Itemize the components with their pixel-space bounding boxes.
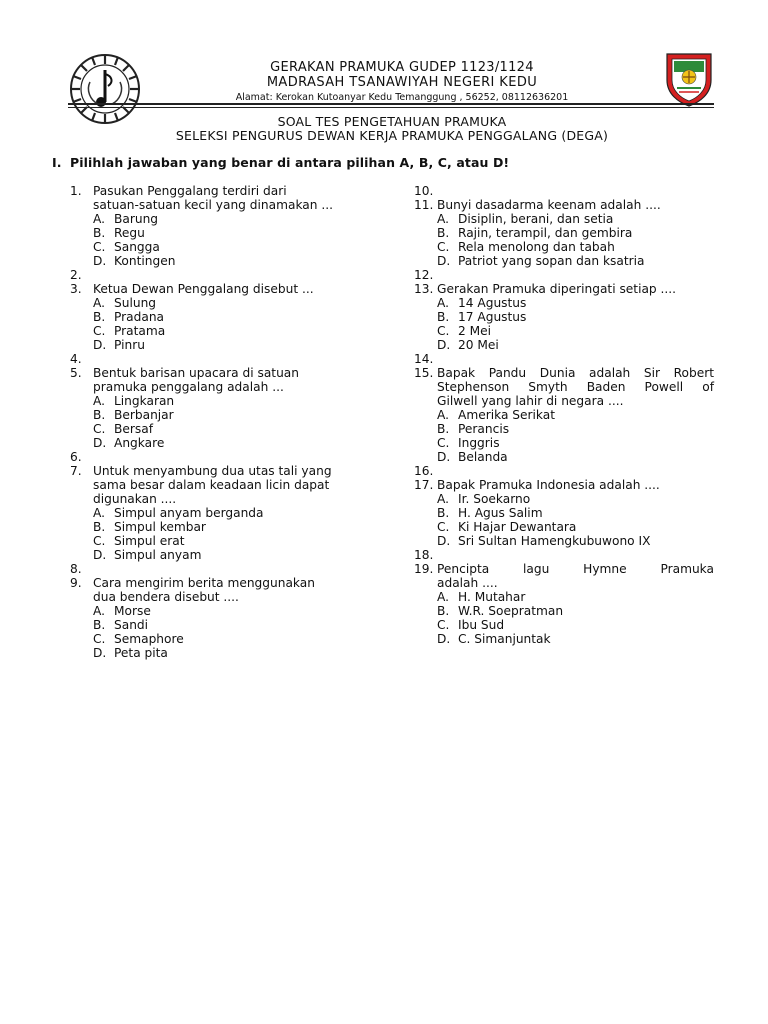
question-number: 17. (414, 478, 434, 492)
question-number: 13. (414, 282, 434, 296)
option-text: Rajin, terampil, dan gembira (458, 226, 633, 240)
question-number: 16. (414, 464, 434, 478)
option-letter: A. (437, 212, 449, 226)
option-letter: B. (437, 604, 450, 618)
answer-option (414, 240, 714, 254)
option-text: 2 Mei (458, 324, 492, 338)
exam-title (60, 115, 724, 143)
option-letter: D. (437, 450, 451, 464)
answer-option (414, 338, 714, 352)
question-item (70, 450, 360, 464)
section-instruction (52, 156, 509, 170)
letterhead (140, 60, 664, 105)
answer-option (70, 254, 360, 268)
question-text-line: dua bendera disebut .... (93, 590, 239, 604)
option-text: Sangga (114, 240, 160, 254)
question-blank (93, 352, 360, 366)
question-number: 1. (70, 184, 82, 198)
question-item (414, 184, 714, 198)
question-blank (93, 268, 360, 282)
answer-option (414, 310, 714, 324)
question-text-line: Untuk menyambung dua utas tali yang (93, 464, 332, 478)
school-name: MADRASAH TSANAWIYAH NEGERI KEDU (266, 75, 538, 90)
option-text: Patriot yang sopan dan ksatria (458, 254, 645, 268)
title-line-2: SELEKSI PENGURUS DEWAN KERJA PRAMUKA PENGGALANG (DEGA) (175, 128, 609, 143)
option-letter: C. (93, 534, 106, 548)
option-text: Semaphore (114, 632, 184, 646)
question-number: 7. (70, 464, 82, 478)
option-letter: B. (93, 520, 106, 534)
letterhead-rule-thin (68, 107, 714, 108)
option-text: Bersaf (114, 422, 153, 436)
instruction-text: Pilihlah jawaban yang benar di antara pilihan A, B, C, atau D! (70, 155, 510, 170)
question-number: 2. (70, 268, 82, 282)
question-text-line: Pencipta lagu Hymne Pramuka (437, 562, 714, 576)
answer-option (414, 422, 714, 436)
option-letter: A. (93, 506, 105, 520)
question-item (414, 464, 714, 478)
option-letter: D. (93, 436, 107, 450)
option-letter: C. (437, 618, 450, 632)
option-letter: B. (93, 226, 106, 240)
answer-option (414, 296, 714, 310)
option-text: Kontingen (114, 254, 176, 268)
question-column-left (70, 184, 360, 660)
option-text: Peta pita (114, 646, 168, 660)
question-blank (437, 184, 714, 198)
option-letter: A. (93, 604, 105, 618)
answer-option (414, 492, 714, 506)
question-number: 10. (414, 184, 434, 198)
option-text: Sandi (114, 618, 149, 632)
question-number: 3. (70, 282, 82, 296)
answer-option (70, 632, 360, 646)
answer-option (70, 646, 360, 660)
option-letter: A. (437, 296, 449, 310)
option-letter: B. (93, 618, 106, 632)
question-number: 11. (414, 198, 434, 212)
answer-option (414, 450, 714, 464)
question-number: 18. (414, 548, 434, 562)
option-letter: A. (93, 212, 105, 226)
question-number: 5. (70, 366, 82, 380)
question-item (414, 562, 714, 590)
option-text: Pratama (114, 324, 166, 338)
question-item (414, 352, 714, 366)
question-item (414, 366, 714, 408)
question-item (70, 576, 360, 604)
option-text: Pradana (114, 310, 165, 324)
question-item (414, 282, 714, 296)
answer-option (70, 310, 360, 324)
option-letter: A. (437, 590, 449, 604)
option-letter: D. (437, 534, 451, 548)
question-text-line: Ketua Dewan Penggalang disebut ... (93, 282, 314, 296)
answer-option (70, 296, 360, 310)
answer-option (70, 394, 360, 408)
answer-option (414, 534, 714, 548)
organization-name: GERAKAN PRAMUKA GUDEP 1123/1124 (270, 60, 534, 75)
option-text: Berbanjar (114, 408, 174, 422)
option-text: Simpul kembar (114, 520, 206, 534)
question-blank (93, 562, 360, 576)
section-number: I. (52, 155, 62, 170)
question-item (70, 184, 360, 212)
question-text-line: Bapak Pramuka Indonesia adalah .... (437, 478, 660, 492)
answer-option (414, 254, 714, 268)
letterhead-rule-thick (68, 103, 714, 105)
question-number: 15. (414, 366, 434, 380)
answer-option (70, 520, 360, 534)
option-text: Sulung (114, 296, 157, 310)
question-text-line: digunakan .... (93, 492, 177, 506)
question-number: 19. (414, 562, 434, 576)
option-letter: D. (437, 632, 451, 646)
option-text: Simpul erat (114, 534, 185, 548)
option-text: H. Agus Salim (458, 506, 543, 520)
answer-option (70, 618, 360, 632)
answer-option (70, 604, 360, 618)
answer-option (70, 436, 360, 450)
question-item (70, 464, 360, 506)
answer-option (414, 618, 714, 632)
option-text: Ir. Soekarno (458, 492, 531, 506)
question-item (414, 478, 714, 492)
option-letter: C. (93, 422, 106, 436)
question-column-right (414, 184, 714, 646)
question-number: 8. (70, 562, 82, 576)
question-text-line: Pasukan Penggalang terdiri dari (93, 184, 287, 198)
question-text-line: adalah .... (437, 576, 498, 590)
option-letter: A. (437, 492, 449, 506)
option-letter: C. (437, 240, 450, 254)
question-number: 14. (414, 352, 434, 366)
question-blank (93, 450, 360, 464)
option-letter: C. (437, 436, 450, 450)
option-text: 17 Agustus (458, 310, 527, 324)
option-text: C. Simanjuntak (458, 632, 551, 646)
answer-option (70, 506, 360, 520)
question-number: 12. (414, 268, 434, 282)
question-blank (437, 268, 714, 282)
option-text: W.R. Soepratman (458, 604, 564, 618)
question-text-line: Bunyi dasadarma keenam adalah .... (437, 198, 661, 212)
question-item (70, 282, 360, 296)
option-letter: A. (437, 408, 449, 422)
question-text-line: Gilwell yang lahir di negara .... (437, 394, 624, 408)
question-text-line: Cara mengirim berita menggunakan (93, 576, 315, 590)
question-text-line: Gerakan Pramuka diperingati setiap .... (437, 282, 677, 296)
option-text: Pinru (114, 338, 145, 352)
question-blank (437, 464, 714, 478)
pramuka-shield-logo (664, 50, 714, 108)
option-letter: D. (93, 338, 107, 352)
question-number: 4. (70, 352, 82, 366)
option-text: Morse (114, 604, 151, 618)
option-text: Perancis (458, 422, 510, 436)
answer-option (414, 604, 714, 618)
option-text: 14 Agustus (458, 296, 527, 310)
answer-option (70, 212, 360, 226)
option-letter: C. (93, 324, 106, 338)
answer-option (70, 548, 360, 562)
option-text: Simpul anyam berganda (114, 506, 264, 520)
question-number: 9. (70, 576, 82, 590)
title-line-1: SOAL TES PENGETAHUAN PRAMUKA (277, 114, 507, 129)
answer-option (414, 436, 714, 450)
option-letter: B. (93, 408, 106, 422)
option-letter: C. (93, 632, 106, 646)
question-text-line: Bapak Pandu Dunia adalah Sir Robert (437, 366, 714, 380)
option-text: Barung (114, 212, 159, 226)
answer-option (414, 632, 714, 646)
option-letter: D. (93, 254, 107, 268)
question-blank (437, 548, 714, 562)
option-text: Sri Sultan Hamengkubuwono IX (458, 534, 651, 548)
question-blank (437, 352, 714, 366)
answer-option (70, 324, 360, 338)
option-text: Disiplin, berani, dan setia (458, 212, 614, 226)
option-letter: D. (93, 548, 107, 562)
option-letter: B. (437, 422, 450, 436)
option-text: Regu (114, 226, 145, 240)
answer-option (414, 590, 714, 604)
option-text: Lingkaran (114, 394, 175, 408)
option-letter: B. (437, 506, 450, 520)
option-letter: D. (437, 338, 451, 352)
option-letter: A. (93, 394, 105, 408)
question-item (414, 198, 714, 212)
answer-option (70, 240, 360, 254)
answer-option (70, 534, 360, 548)
question-item (70, 366, 360, 394)
option-text: H. Mutahar (458, 590, 526, 604)
option-letter: C. (93, 240, 106, 254)
option-text: Belanda (458, 450, 508, 464)
answer-option (414, 324, 714, 338)
question-text-line: sama besar dalam keadaan licin dapat (93, 478, 330, 492)
option-text: Ibu Sud (458, 618, 505, 632)
answer-option (414, 506, 714, 520)
option-letter: D. (93, 646, 107, 660)
option-text: Inggris (458, 436, 500, 450)
option-letter: B. (93, 310, 106, 324)
option-letter: A. (93, 296, 105, 310)
question-text-line: Stephenson Smyth Baden Powell of (437, 380, 714, 394)
option-text: 20 Mei (458, 338, 499, 352)
question-item (414, 548, 714, 562)
option-letter: C. (437, 324, 450, 338)
option-letter: B. (437, 310, 450, 324)
question-item (70, 352, 360, 366)
option-letter: B. (437, 226, 450, 240)
school-address: Alamat: Kerokan Kutoanyar Kedu Temanggung , 56252, 08112636201 (235, 92, 569, 103)
option-text: Amerika Serikat (458, 408, 556, 422)
answer-option (70, 338, 360, 352)
answer-option (70, 408, 360, 422)
option-text: Simpul anyam (114, 548, 202, 562)
answer-option (70, 422, 360, 436)
answer-option (414, 408, 714, 422)
question-item (70, 562, 360, 576)
question-item (70, 268, 360, 282)
question-text-line: pramuka penggalang adalah ... (93, 380, 284, 394)
answer-option (414, 520, 714, 534)
question-text-line: satuan-satuan kecil yang dinamakan ... (93, 198, 333, 212)
answer-option (414, 226, 714, 240)
question-number: 6. (70, 450, 82, 464)
option-text: Ki Hajar Dewantara (458, 520, 577, 534)
option-text: Rela menolong dan tabah (458, 240, 615, 254)
question-text-line: Bentuk barisan upacara di satuan (93, 366, 299, 380)
answer-option (70, 226, 360, 240)
question-item (414, 268, 714, 282)
option-letter: D. (437, 254, 451, 268)
option-text: Angkare (114, 436, 165, 450)
option-letter: C. (437, 520, 450, 534)
answer-option (414, 212, 714, 226)
